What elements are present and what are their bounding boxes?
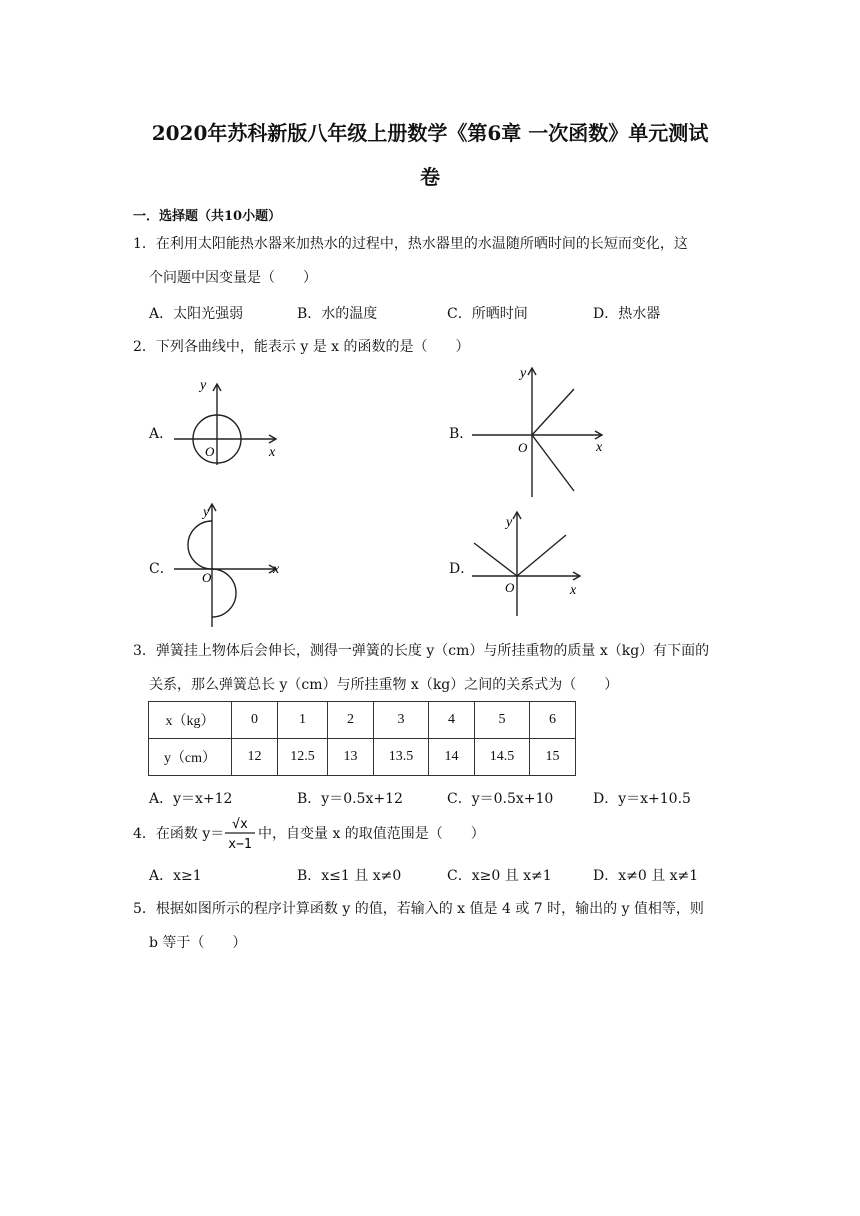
table-cell: 12 [232, 739, 278, 776]
table-cell: 3 [374, 702, 429, 739]
q2-label-a: A． [149, 426, 174, 442]
table-cell: 5 [475, 702, 530, 739]
page-title-continued: 卷 [420, 165, 440, 189]
q4-option-a: A．x≥1 [149, 868, 202, 884]
table-cell: 14.5 [475, 739, 530, 776]
graph-a-x-label: x [269, 445, 276, 460]
q3-option-d: D．y＝x+10.5 [593, 791, 691, 807]
table-cell: 4 [429, 702, 475, 739]
graph-c-y-label: y [203, 505, 210, 520]
q2-label-d: D． [449, 561, 475, 577]
graph-d-y-label: y [506, 515, 513, 530]
table-cell: x（kg） [149, 702, 232, 739]
table-cell: 6 [530, 702, 576, 739]
table-cell: 12.5 [278, 739, 328, 776]
q4-fraction-numerator: √x [232, 817, 248, 832]
graph-c-semicircles [172, 500, 284, 628]
q4-text-prefix: 4．在函数 y＝ [133, 826, 225, 842]
graph-c-origin: O [202, 570, 212, 585]
graph-d-absolute-value [470, 508, 586, 620]
q3-option-c: C．y＝0.5x+10 [447, 791, 554, 807]
q4-option-b: B．x≤1 且 x≠0 [297, 868, 402, 884]
graph-b-origin: O [518, 440, 528, 455]
table-cell: 15 [530, 739, 576, 776]
q4-fraction-denominator: x−1 [228, 837, 252, 852]
q5-text-continued: b 等于（ ） [149, 935, 247, 951]
table-cell: y（cm） [149, 739, 232, 776]
q1-option-b: B．水的温度 [297, 306, 378, 322]
table-cell: 1 [278, 702, 328, 739]
data-table [148, 701, 576, 776]
q2-text: 2．下列各曲线中，能表示 y 是 x 的函数的是（ ） [133, 339, 470, 355]
graph-a-y-label: y [200, 378, 207, 393]
q1-text: 1．在利用太阳能热水器来加热水的过程中，热水器里的水温随所晒时间的长短而变化，这 [133, 236, 688, 252]
q5-text: 5．根据如图所示的程序计算函数 y 的值，若输入的 x 值是 4 或 7 时，输出的 y 值相等，则 [133, 901, 704, 917]
table-cell: 13 [328, 739, 374, 776]
graph-b-diagonal [470, 365, 608, 497]
q3-option-b: B．y＝0.5x+12 [297, 791, 403, 807]
q4-option-d: D．x≠0 且 x≠1 [593, 868, 699, 884]
table-cell: 0 [232, 702, 278, 739]
graph-b-x-label: x [596, 440, 603, 455]
table-cell: 2 [328, 702, 374, 739]
q1-option-d: D．热水器 [593, 306, 661, 322]
graph-a-origin: O [205, 444, 215, 459]
graph-b-y-label: y [520, 366, 527, 381]
section-heading: 一．选择题（共10小题） [133, 209, 282, 224]
graph-d-x-label: x [570, 583, 577, 598]
graph-d-origin: O [505, 580, 515, 595]
q4-option-c: C．x≥0 且 x≠1 [447, 868, 552, 884]
table-row [149, 739, 576, 776]
q1-option-a: A．太阳光强弱 [149, 306, 244, 322]
graph-a-circle [172, 376, 284, 466]
table-row [149, 702, 576, 739]
q2-label-c: C． [149, 561, 174, 577]
table-cell: 13.5 [374, 739, 429, 776]
table-cell: 14 [429, 739, 475, 776]
q3-option-a: A．y＝x+12 [149, 791, 233, 807]
q4-fraction [223, 812, 257, 852]
graph-c-x-label: x [273, 562, 280, 577]
q4-text-suffix: 中，自变量 x 的取值范围是（ ） [258, 826, 485, 842]
q1-option-c: C．所晒时间 [447, 306, 528, 322]
page-title: 2020年苏科新版八年级上册数学《第6章 一次函数》单元测试 [151, 121, 709, 145]
q2-label-b: B． [449, 426, 474, 442]
q3-text-continued: 关系，那么弹簧总长 y（cm）与所挂重物 x（kg）之间的关系式为（ ） [149, 677, 619, 693]
q1-text-continued: 个问题中因变量是（ ） [149, 270, 317, 286]
q3-text: 3．弹簧挂上物体后会伸长，测得一弹簧的长度 y（cm）与所挂重物的质量 x（kg）有下面的 [133, 643, 710, 659]
